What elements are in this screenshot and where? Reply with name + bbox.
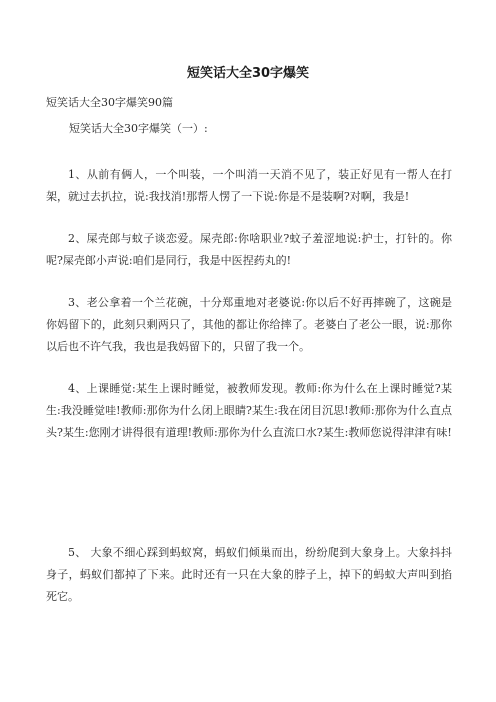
joke-paragraph-2: 2、屎壳郎与蚊子谈恋爱。屎壳郎:你啥职业?蚊子羞涩地说:护士，打针的。你呢?屎壳郎小声说:咱们是同行，我是中医捏药丸的! [46, 232, 452, 267]
joke-paragraph-1: 1、从前有俩人，一个叫装，一个叫消一天消不见了，装正好见有一帮人在打架，就过去扒拉，说:我找消!那帮人愣了一下说:你是不是装啊?对啊，我是! [46, 168, 452, 203]
joke-paragraph-5: 5、 大象不细心踩到蚂蚁窝，蚂蚁们倾巢而出，纷纷爬到大象身上。大象抖抖身子，蚂蚁们都掉了下来。此时还有一只在大象的脖子上，掉下的蚂蚁大声叫到掐死它。 [46, 546, 452, 603]
section-intro: 短笑话大全30字爆笑（一）: [69, 122, 208, 135]
joke-paragraph-4: 4、上课睡觉:某生上课时睡觉，被教师发现。教师:你为什么在上课时睡觉?某生:我没睡觉哇!教师:那你为什么闭上眼睛?某生:我在闭目沉思!教师:那你为什么直点头?某生:您刚才讲得很有道理!教师:那你为什么直流口水?某生:教师您说得津津有味! [46, 382, 452, 439]
document-title: 短笑话大全30字爆笑 [186, 66, 310, 81]
document-subtitle: 短笑话大全30字爆笑90篇 [46, 96, 173, 109]
joke-paragraph-3: 3、老公拿着一个兰花碗，十分郑重地对老婆说:你以后不好再摔碗了，这碗是你妈留下的，此刻只剩两只了，其他的都让你给摔了。老婆白了老公一眼，说:那你以后也不许气我，我也是我妈留下的，只留了我一个。 [46, 296, 452, 353]
